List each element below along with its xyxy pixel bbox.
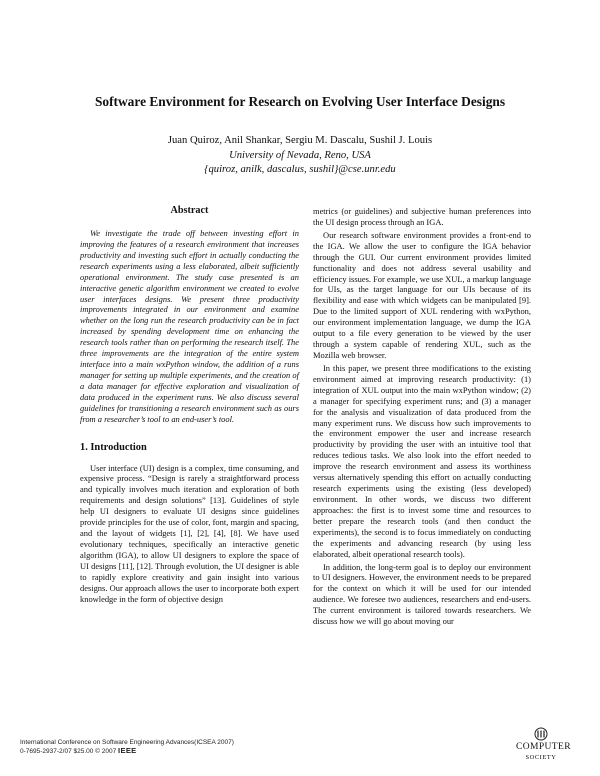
footer-copyright-line	[20, 747, 234, 756]
right-paragraph-0: metrics (or guidelines) and subjective human preferences into the UI design process through an IGA.	[313, 206, 531, 227]
introduction-heading: 1. Introduction	[80, 441, 147, 453]
computer-society-logo	[516, 727, 571, 769]
author-emails: {quiroz, anilk, dascalus, sushil}@cse.unr.edu	[204, 164, 396, 176]
footer-conference: International Conference on Software Engineering Advances(ICSEA 2007)	[20, 739, 234, 746]
publisher-line-2: SOCIETY	[525, 754, 557, 761]
right-paragraph-1: Our research software environment provides a front-end to the IGA. We allow the user to configure the IGA behavior through the GUI. Our current environment provides limited functionality and does not address several usability and efficiency issues. For example, we use XUL, a markup language for UIs, as the target language for our UIs because of its flexibility and ease with which widgets can be manipulated [9]. Due to the limited support of XUL rendering with wxPython, our environment implementation language, we dump the IGA output to a file every generation to be viewed by the user through a system capable of rendering XUL, such as the Mozilla web browser.	[313, 229, 531, 360]
publisher-line-1: COMPUTER	[516, 742, 571, 752]
abstract-text: We investigate the trade off between investing effort in improving the features of a research environment that increases productivity and investing such effort in actually conducting the research experiments using a less elaborated, albeit sufficiently operational environment. The study case presented is an interactive genetic algorithm environment we created to evolve user interfaces designs. We present three productivity improvements integrated in our environment and examine whether on the long run the research productivity can be in fact increased by spending development time on enhancing the research tools rather than on performing the research itself. The three improvements are the integration of the entire system interface into a main wxPython window, the addition of a runs manager for setting up multiple experiments, and the creation of a data manager for effective exploration and visualization of data produced in the experiment runs. We also discuss several guidelines for transitioning a research environment such as ours from a researcher’s tool to an end-user’s tool.	[80, 228, 299, 424]
paper-title: Software Environment for Research on Evolving User Interface Designs	[94, 94, 506, 109]
right-column	[313, 206, 531, 629]
author-block	[0, 134, 600, 178]
author-names: Juan Quiroz, Anil Shankar, Sergiu M. Dascalu, Sushil J. Louis	[167, 135, 433, 146]
abstract-heading: Abstract	[170, 205, 209, 216]
computer-society-emblem-icon	[534, 727, 548, 741]
ieee-logo: IEEE	[118, 746, 137, 756]
intro-paragraph-1: User interface (UI) design is a complex, time consuming, and expensive process. “Design is rarely a straightforward process and typically involves much iteration and exploration of both requirements and design solutions” [13]. Guidelines of style help UI designers to evaluate UI designs since guidelines provide principles for the use of color, font, margin and spacing, and the layout of widgets [1], [2], [4], [8]. We have used evolutionary techniques, specifically an interactive genetic algorithm (IGA), to allow UI designers to explore the space of UI designs [11], [12]. Through evolution, the UI designer is able to rapidly explore creativity and gain insight into various designs. Our approach allows the user to incorporate both expert knowledge in the form of objective design	[80, 462, 299, 604]
right-paragraph-3: In addition, the long-term goal is to deploy our environment to UI designers. However, the environment needs to be prepared for the context on which it will be used for our intended audience. We foresee two audiences, researchers and end-users. The current environment is tailored towards researchers. We discuss how we will go about moving our	[313, 561, 531, 627]
page-footer	[20, 739, 234, 757]
left-column	[80, 206, 299, 607]
right-paragraph-2: In this paper, we present three modifications to the existing environment aimed at improving research productivity: (1) integration of XUL output into the main wxPython window; (2) a manager for specifying experiment runs; and (3) a manager for the analysis and visualization of data produced from the many experiment runs. We discuss how such improvements to the environment empower the user and increase research productivity by providing the user with an intuitive tool that reduces tedious tasks. We also look into the effort needed to improve the research environment and assess its worthiness versus alternatively spending this effort on actually conducting research experiments using the existing (less developed) environment. In other words, we discuss two different approaches: the first is to invest some time and resources to better prepare the research tools (and then conduct the experiments), the second is to focus immediately on conducting the experiments and advancing research (by using less elaborated, albeit operational research tools).	[313, 362, 531, 559]
author-affiliation: University of Nevada, Reno, USA	[229, 149, 371, 161]
footer-isbn: 0-7695-2937-2/07 $25.00 © 2007	[20, 748, 117, 756]
